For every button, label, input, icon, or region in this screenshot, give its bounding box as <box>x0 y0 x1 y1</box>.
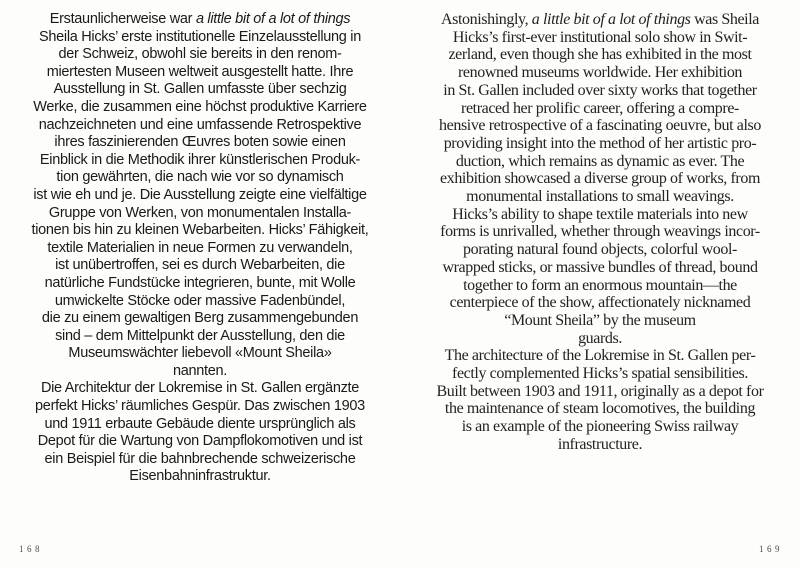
text-line: ist wie eh und je. Die Ausstellung zeigte eine vielfältige <box>33 186 367 203</box>
text-line: Eisenbahninfrastruktur. <box>129 468 271 485</box>
text-line: wrapped sticks, or massive bundles of thread, bound <box>442 258 758 276</box>
text-line: monumental installations to small weavings. <box>466 188 734 206</box>
text-line: retraced her prolific career, offering a compre- <box>461 99 739 117</box>
text-line: der Schweiz, obwohl sie bereits in den renom- <box>58 46 342 63</box>
text-line: nannten. <box>172 362 228 379</box>
text-line: ein Beispiel für die bahnbrechende schweizerische <box>44 450 356 467</box>
text-line: nachzeichneten und eine umfassende Retrospektive <box>38 116 362 133</box>
text-line: the maintenance of steam locomotives, the building <box>444 400 756 418</box>
text-line: centerpiece of the show, affectionately nicknamed <box>449 294 751 312</box>
text-line: umwickelte Stöcke oder massive Fadenbündel, <box>54 292 346 309</box>
text-line: sind – dem Mittelpunkt der Ausstellung, den die <box>55 327 345 344</box>
text-line: Gruppe von Werken, von monumentalen Installa- <box>48 204 352 221</box>
text-line: Ausstellung in St. Gallen umfasste über sechzig <box>53 81 347 98</box>
text-line: zerland, even though she has exhibited in the most <box>448 46 752 64</box>
text-line: ist unübertroffen, sei es durch Webarbeiten, die <box>55 257 345 274</box>
text-line: providing insight into the method of her artistic pro- <box>443 134 757 152</box>
text-line: Hicks’s ability to shape textile materials into new <box>452 205 748 223</box>
text-line: Hicks’s first-ever institutional solo show in Swit- <box>452 28 748 46</box>
text-line: hensive retrospective of a fascinating oeuvre, but also <box>439 117 761 135</box>
text-line: in St. Gallen included over sixty works that together <box>443 81 757 99</box>
text-line: Erstaunlicherweise war a little bit of a lot of things <box>49 11 351 27</box>
text-line: The architecture of the Lokremise in St. Gallen per- <box>444 347 756 365</box>
text-line: tionen bis hin zu kleinen Webarbeiten. Hicks’ Fähigkeit, <box>31 222 369 239</box>
page-number-right: 169 <box>759 544 783 554</box>
text-line: duction, which remains as dynamic as ever. The <box>455 152 745 170</box>
german-body-text <box>0 11 400 486</box>
text-line: ihres faszinierenden Œuvres boten sowie einen <box>54 134 346 151</box>
text-line: is an example of the pioneering Swiss railway <box>461 418 739 436</box>
text-line: “Mount Sheila” by the museum <box>504 311 696 329</box>
text-line: perfekt Hicks’ räumliches Gespür. Das zwischen 1903 <box>35 398 365 415</box>
text-line: textile Materialien in neue Formen zu verwandeln, <box>47 239 353 256</box>
page-number-left: 168 <box>19 544 43 554</box>
text-line: infrastructure. <box>557 435 643 453</box>
text-line: porating natural found objects, colorful wool- <box>463 241 737 259</box>
text-line: die zu einem gewaltigen Berg zusammengebunden <box>41 310 359 327</box>
text-line: renowned museums worldwide. Her exhibition <box>457 64 743 82</box>
page-right-english <box>400 0 800 568</box>
text-line: natürliche Fundstücke integrieren, bunte, mit Wolle <box>44 274 356 291</box>
english-body-text <box>400 11 800 454</box>
text-line: Werke, die zusammen eine höchst produktive Karriere <box>33 98 367 115</box>
text-line: miertesten Museen weltweit ausgestellt hatte. Ihre <box>46 63 354 80</box>
text-line: exhibition showcased a diverse group of works, from <box>440 170 760 188</box>
text-line: guards. <box>578 329 622 347</box>
text-line: und 1911 erbaute Gebäude diente ursprünglich als <box>44 415 356 432</box>
text-line: tion gewährten, die nach wie vor so dynamisch <box>56 169 344 186</box>
text-line: Sheila Hicks’ erste institutionelle Einzelausstellung in <box>39 28 361 45</box>
text-line: Einblick in die Methodik ihrer künstlerischen Produk- <box>39 151 361 168</box>
text-line: fectly complemented Hicks’s spatial sensibilities. <box>452 365 748 383</box>
text-line: Astonishingly, a little bit of a lot of things was Sheila <box>441 11 759 28</box>
text-line: together to form an enormous mountain—the <box>463 276 737 294</box>
text-line: Die Architektur der Lokremise in St. Gallen ergänzte <box>40 380 360 397</box>
text-line: Built between 1903 and 1911, originally as a depot for <box>436 382 764 400</box>
text-line: Depot für die Wartung von Dampflokomotiven und ist <box>37 433 363 450</box>
text-line: Museumswächter liebevoll «Mount Sheila» <box>68 345 332 362</box>
text-line: forms is unrivalled, whether through weavings incor- <box>440 223 760 241</box>
